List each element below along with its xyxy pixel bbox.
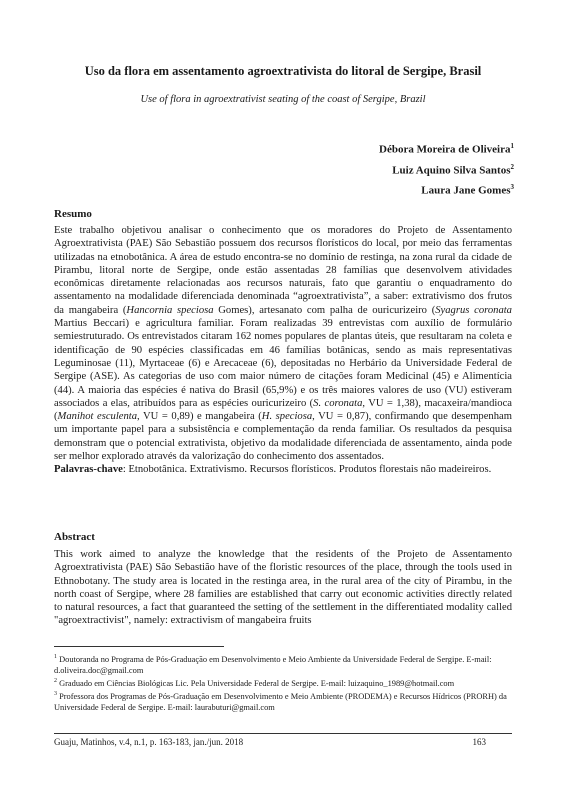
footnote-1: $^1$ Doutoranda no Programa de Pós-Graduação em Desenvolvimento e Meio Ambiente da Universidade Federal de Sergipe. E-mail: d.oliveira.doc@gmail.com [54, 654, 492, 675]
footnote-3: $^3$ Professora dos Programas de Pós-Graduação em Desenvolvimento e Meio Ambiente (PRODEMA) e Recursos Hídricos (PRORH) da Universidade Federal de Sergipe. E-mail: laurabuturi@gmail.com [54, 691, 507, 713]
resumo-body: Este trabalho objetivou analisar o conhecimento que os moradores do Projeto de Assentamento Agroextrativista (PAE) São Sebastião possuem dos recursos florísticos do local, por meio das ferramentas utilizadas na etnobotânica. A área de estudo encontra-se no domínio de restinga, na zona rural da cidade de Pirambu, litoral norte de Sergipe, onde estão assentadas 28 famílias que desenvolvem atividades econômicas diretamente relacionadas aos recursos naturais, fato que garantiu o enquadramento do assentamento na modalidade diferenciada denominada “agroextrativista”, a saber: extrativismo dos frutos da mangabeira (Hancornia speciosa Gomes), artesanato com palha de ouricurizeiro (Syagrus coronata Martius Beccari) e agricultura familiar. Foram realizadas 39 entrevistas com auxílio de formulário semiestruturado. Os entrevistados citaram 162 nomes populares de plantas úteis, que resultaram na coleta e identificação de 90 espécies classificadas em 46 famílias botânicas, sendo as mais representativas Leguminosae (11), Myrtaceae (6) e Arecaceae (6), depositadas no Herbário da Universidade Federal de Sergipe (ASE). As categorias de uso com maior número de citações foram Medicinal (45) e Alimentícia (44). A maioria das espécies é nativa do Brasil (65,9%) e os três maiores valores de uso (VU) estiveram associados a elas, atribuídos para as espécies ouricurizeiro (S. coronata, VU = 1,38), macaxeira/mandioca (Manihot esculenta, VU = 0,89) e mangabeira (H. speciosa, VU = 0,87), confirmando que desempenham um importante papel para a subsistência e complementação da renda familiar. Os resultados da pesquisa demonstram que o potencial extrativista, objetivo da modalidade diferenciada de assentamento, ainda pode ser melhor explorado através da valorização do conhecimento dos assentados. Palavras-chave: Etnobotânica. Extrativismo. Recursos florísticos. Produtos florestais não madeireiros. [54, 225, 513, 476]
author-1: Débora Moreira de Oliveira$^1$ [379, 142, 514, 156]
footer-divider [54, 733, 512, 734]
abstract-heading: Abstract [54, 531, 95, 543]
author-list [379, 138, 514, 200]
footnote-divider [54, 646, 224, 647]
abstract-body: This work aimed to analyze the knowledge that the residents of the Projeto de Assentamento Agroextrativista (PAE) São Sebastião have of the floristic resources of the place, through the tools used in Ethnobotany. The study area is located in the restinga area, in the rural area of the city of Pirambu, in the north coast of Sergipe, where 28 families are established that carry out economic activities directly related to natural resources, a fact that guaranteed the setting of the settlement in the differentiated modality called "agroextractivist", namely: extractivism of mangabeira fruits [54, 549, 512, 627]
footnote-2: $^2$ Graduado em Ciências Biológicas Lic. Pela Universidade Federal de Sergipe. E-mail: luizaquino_1989@hotmail.com [54, 678, 455, 688]
paper-title: Uso da flora em assentamento agroextrativista do litoral de Sergipe, Brasil [84, 64, 482, 78]
keywords-label: Palavras-chave [54, 464, 123, 476]
page-footer [54, 737, 512, 747]
author-3: Laura Jane Gomes$^3$ [421, 183, 514, 197]
keywords: : Etnobotânica. Extrativismo. Recursos florísticos. Produtos florestais não madeireiros. [122, 464, 492, 476]
footnotes [54, 652, 514, 713]
paper-subtitle: Use of flora in agroextrativist seating of the coast of Sergipe, Brazil [140, 94, 426, 105]
resumo-heading: Resumo [54, 208, 92, 220]
page-number: 163 [472, 737, 486, 747]
author-2: Luiz Aquino Silva Santos$^2$ [392, 162, 514, 177]
journal-citation: Guaju, Matinhos, v.4, n.1, p. 163-183, jan./jun. 2018 [54, 737, 244, 747]
